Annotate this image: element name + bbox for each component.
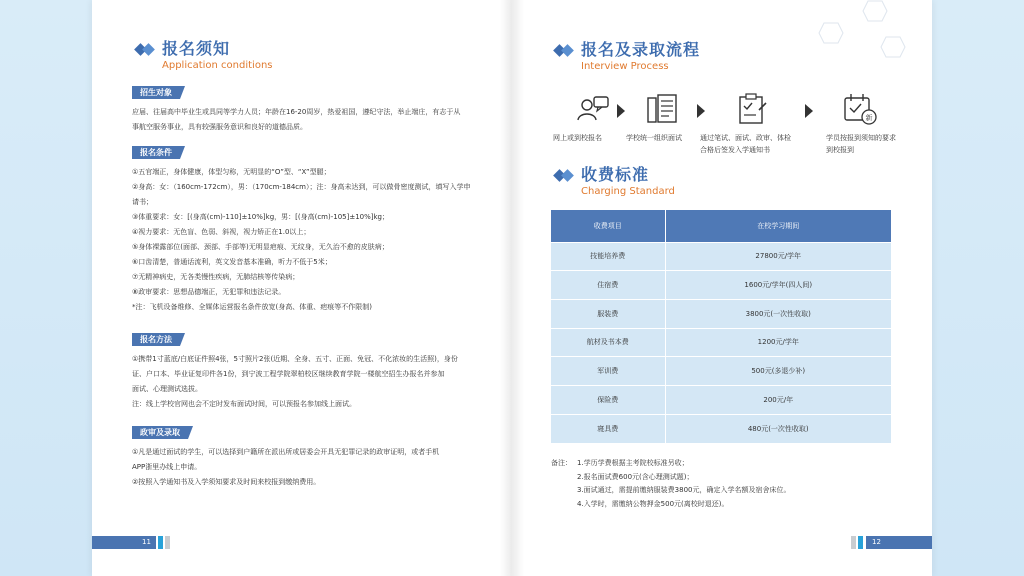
- fee-amount: 200元/年: [665, 385, 892, 414]
- table-row: [551, 271, 892, 300]
- note-item: 2.报名面试费600元(含心理测试题)；: [577, 472, 694, 481]
- fee-item: 技能培养费: [551, 242, 665, 271]
- step-label: 通过笔试、面试、政审、体检合格后签发入学通知书: [700, 134, 791, 154]
- step-label: 网上或到校报名: [553, 134, 602, 142]
- footer-accent: [158, 536, 163, 549]
- fee-amount: 1200元/学年: [665, 328, 892, 357]
- fee-amount: 500元(多退少补): [665, 357, 892, 386]
- note-item: 1.学历学费根据主考院校标准另收；: [577, 459, 689, 467]
- step-label: 学员按报到须知的要求到校报到: [826, 134, 896, 154]
- table-row: [551, 242, 892, 271]
- footer-accent: [165, 536, 170, 549]
- process-step: [820, 92, 900, 154]
- target-text: 应届、往届高中毕业生或具同等学力人员；年龄在16-20周岁，热爱祖国，遵纪守法，举止端庄，有志于从 事航空服务事业，具有较强服务意识和良好的道德品质。: [132, 108, 461, 131]
- hexagon-icon: [818, 22, 844, 44]
- tag-review: 政审及录取: [132, 426, 188, 439]
- fee-item: 航材及书本费: [551, 328, 665, 357]
- arrow-right-icon: [805, 104, 813, 118]
- section-title: 收费标准: [581, 165, 650, 184]
- fee-item: 寝具费: [551, 414, 665, 443]
- step-label: 学校统一组织面试: [626, 134, 682, 142]
- process-step: [622, 92, 702, 142]
- arrow-right-icon: [697, 104, 705, 118]
- table-row: [551, 357, 892, 386]
- footer-accent: [858, 536, 863, 549]
- conditions-text: ①五官端正，身体健康，体型匀称，无明显的“O”型、“X”型腿； ②身高：女：（160cm-172cm），男：（170cm-184cm）；注：身高未达到，可以做骨密度测试，填写入学申 请书； ③体重要求：女：[(身高(cm)-110]±10%]kg，男：[(身高(cm)-105]±10%]kg； ④视力要求：无色盲、色弱、斜视，视力矫正在1.0以上； ⑤身体裸露部位(面部、颈部、手部等)无明显疤痕、无纹身，无久治不愈的皮肤病； ⑥口齿清楚，普通话流利，英文发音基本准确，听力不低于5米； ⑦无精神病史，无各类慢性疾病，无肺结核等传染病； ⑧政审要求：思想品德端正，无犯罪和违法记录。 *注：飞机设备维修、全媒体运营报名条件放宽(身高、体重、疤痕等不作限制): [132, 168, 471, 311]
- fee-item: 军训费: [551, 357, 665, 386]
- section-header-application: [134, 39, 273, 72]
- table-row: [551, 414, 892, 443]
- method-text: ①携带1寸蓝底/白底证件照4张，5寸照片2张(近期、全身、五寸、正面、免冠、不化浓妆的生活照)，身份 证、户口本、毕业证复印件各1份，到宁波工程学院翠柏校区继续教育学院一楼航空招生办报名并参加 面试、心理测试选拔。 注：线上学校官网也会不定时发布面试时间，可以预报名参加线上面试。: [132, 355, 458, 408]
- section-title: 报名须知: [162, 39, 231, 58]
- review-text: ①凡是通过面试的学生，可以选择到户籍所在派出所或居委会开具无犯罪记录的政审证明，或者手机 APP浙里办线上申请。 ②按照入学通知书及入学须知要求及时间来校报到缴纳费用。: [132, 448, 440, 486]
- svg-text:新: 新: [865, 114, 873, 122]
- book-spine: [500, 0, 524, 576]
- section-header-fees: [553, 165, 675, 198]
- people-chat-icon: [576, 92, 610, 126]
- fee-amount: 27800元/学年: [665, 242, 892, 271]
- fee-table: [551, 210, 892, 443]
- page-number: 12: [872, 538, 881, 546]
- table-row: [551, 299, 892, 328]
- hexagon-icon: [880, 36, 906, 58]
- fee-item: 保险费: [551, 385, 665, 414]
- checklist-sign-icon: [735, 92, 769, 126]
- diamond-icon: [553, 43, 575, 59]
- section-subtitle: Interview Process: [581, 61, 669, 72]
- note-item: 3.面试通过，需提前缴纳服装费3800元，确定入学名额及宿舍床位。: [577, 486, 791, 494]
- document-stack-icon: [645, 92, 679, 126]
- table-header-cell: 收费项目: [551, 210, 665, 242]
- notes-label: 备注：: [551, 459, 572, 467]
- fee-amount: 3800元(一次性收取): [665, 299, 892, 328]
- footer-accent: [851, 536, 856, 549]
- section-subtitle: Charging Standard: [581, 186, 675, 197]
- tag-method: 报名方法: [132, 333, 180, 346]
- diamond-icon: [134, 42, 156, 58]
- process-step: [700, 92, 792, 154]
- tag-target: 招生对象: [132, 86, 180, 99]
- fee-amount: 480元(一次性收取): [665, 414, 892, 443]
- tag-conditions: 报名条件: [132, 146, 180, 159]
- note-item: 4.入学时，需缴纳公物押金500元(离校时退还)。: [577, 499, 729, 508]
- table-header-row: [551, 210, 892, 242]
- fee-notes: [551, 457, 791, 511]
- section-subtitle: Application conditions: [162, 60, 273, 71]
- fee-amount: 1600元/学年(四人间): [665, 271, 892, 300]
- table-row: [551, 328, 892, 357]
- calendar-new-icon: [843, 92, 877, 126]
- section-title: 报名及录取流程: [581, 40, 701, 59]
- hexagon-icon: [862, 0, 888, 22]
- table-row: [551, 385, 892, 414]
- table-header-cell: 在校学习期间: [665, 210, 892, 242]
- diamond-icon: [553, 168, 575, 184]
- fee-item: 住宿费: [551, 271, 665, 300]
- fee-item: 服装费: [551, 299, 665, 328]
- section-header-process: [553, 40, 700, 73]
- page-number: 11: [142, 538, 151, 546]
